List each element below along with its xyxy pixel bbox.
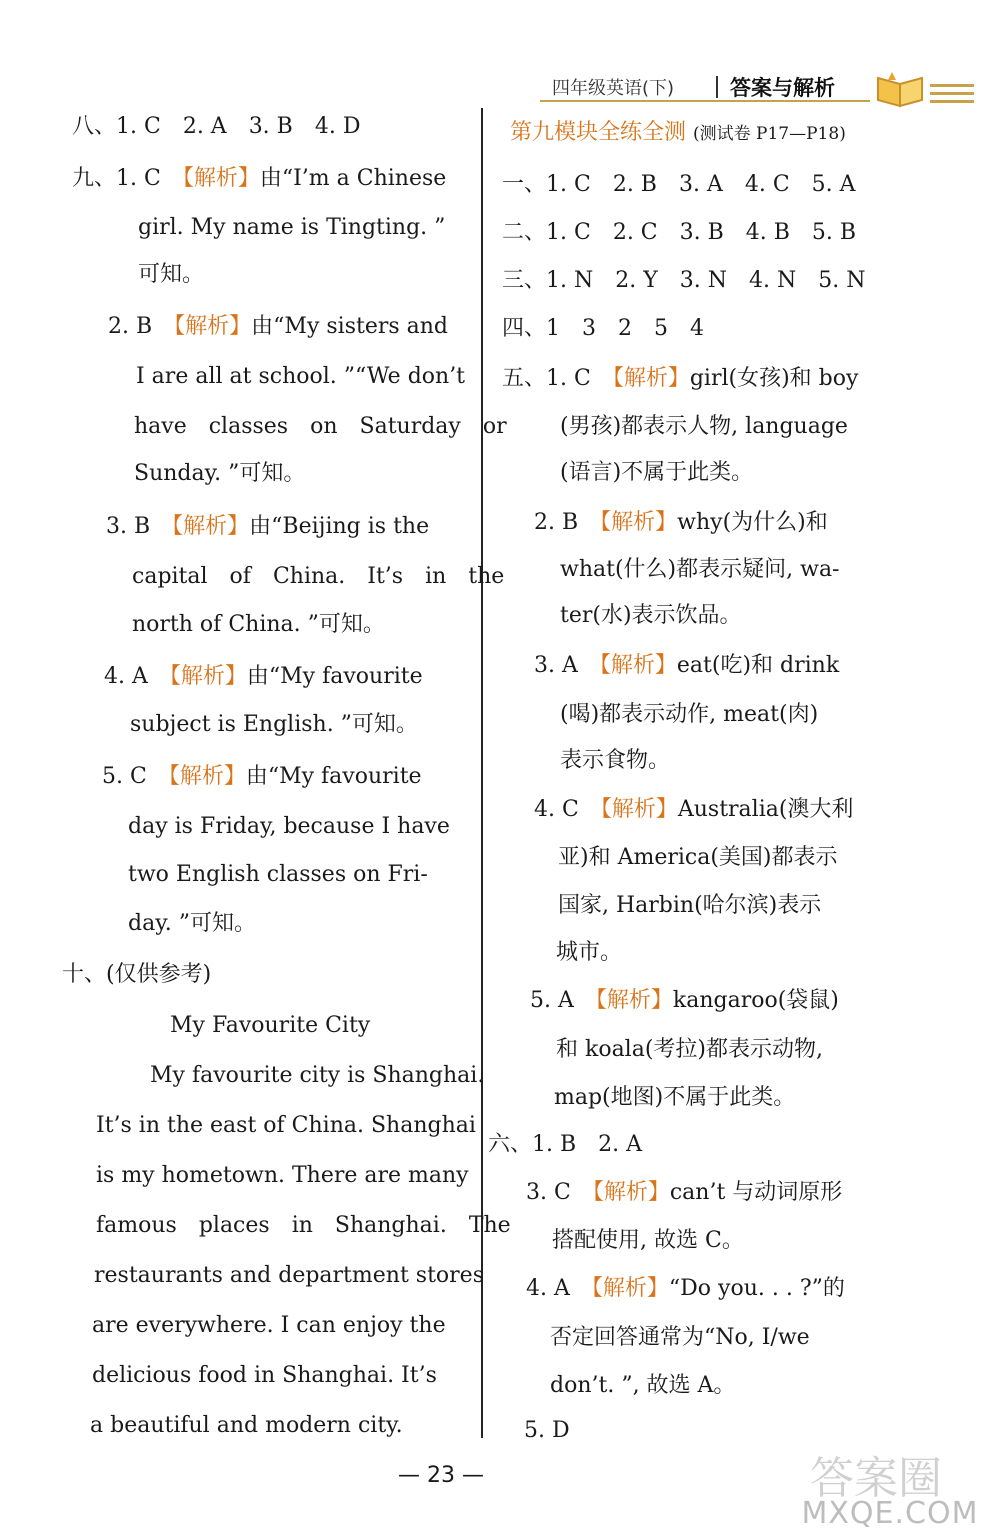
analysis-tag: 【解析】 xyxy=(168,764,246,789)
answer-line: 四、1 3 2 5 4 xyxy=(502,316,704,341)
answer-line: 4. C 【解析】Australia(澳大利 xyxy=(534,797,854,822)
answer-line: north of China. ”可知。 xyxy=(132,612,385,637)
answer-line: 否定回答通常为“No, I/we xyxy=(550,1325,810,1350)
watermark-logo: 答案圈 xyxy=(810,1453,942,1504)
analysis-tag: 【解析】 xyxy=(592,1180,670,1205)
answer-line: (语言)不属于此类。 xyxy=(560,460,754,485)
essay-title: My Favourite City xyxy=(170,1013,371,1038)
answer-line: subject is English. ”可知。 xyxy=(130,712,418,737)
answer-line: 八、1. C 2. A 3. B 4. D xyxy=(72,114,361,139)
essay-line: are everywhere. I can enjoy the xyxy=(92,1313,446,1338)
essay-line: It’s in the east of China. Shanghai xyxy=(96,1113,476,1138)
watermark xyxy=(790,1440,990,1536)
analysis-tag: 【解析】 xyxy=(174,314,252,339)
answer-line: 三、1. N 2. Y 3. N 4. N 5. N xyxy=(502,268,866,293)
answer-line: 搭配使用, 故选 C。 xyxy=(552,1228,744,1253)
answer-line: don’t. ”, 故选 A。 xyxy=(550,1373,736,1398)
answer-line: 二、1. C 2. C 3. B 4. B 5. B xyxy=(502,220,857,245)
answer-line: 六、1. B 2. A xyxy=(488,1132,643,1157)
analysis-tag: 【解析】 xyxy=(599,653,677,678)
answer-line: day is Friday, because I have xyxy=(128,814,450,839)
answer-line: 和 koala(考拉)都表示动物, xyxy=(556,1037,823,1062)
essay-line: famous places in Shanghai. The xyxy=(96,1213,511,1238)
essay-line: delicious food in Shanghai. It’s xyxy=(92,1363,437,1388)
page-number: — 23 — xyxy=(398,1463,484,1488)
analysis-tag: 【解析】 xyxy=(591,1276,669,1301)
header-separator xyxy=(716,76,718,98)
book-label: 四年级英语(下) xyxy=(552,78,675,99)
analysis-tag: 【解析】 xyxy=(595,988,673,1013)
page-header xyxy=(540,70,980,110)
essay-line: restaurants and department stores xyxy=(94,1263,484,1288)
answer-line: 5. D xyxy=(524,1418,570,1443)
analysis-tag: 【解析】 xyxy=(600,510,678,535)
watermark-url: MXQE.COM xyxy=(801,1496,979,1531)
answer-line: 3. A 【解析】eat(吃)和 drink xyxy=(534,653,840,678)
answer-line: 2. B 【解析】由“My sisters and xyxy=(108,314,449,339)
answer-line: (喝)都表示动作, meat(肉) xyxy=(560,702,819,727)
answer-line: 五、1. C 【解析】girl(女孩)和 boy xyxy=(502,366,859,391)
essay-line: a beautiful and modern city. xyxy=(90,1413,403,1438)
answer-line: 国家, Harbin(哈尔滨)表示 xyxy=(558,893,822,918)
answer-line: day. ”可知。 xyxy=(128,911,256,936)
header-title: 答案与解析 xyxy=(730,76,835,100)
analysis-tag: 【解析】 xyxy=(612,366,690,391)
essay-line: My favourite city is Shanghai. xyxy=(150,1063,485,1088)
book-icon xyxy=(870,70,980,110)
section-note: (测试卷 P17—P18) xyxy=(693,124,846,144)
answer-line: 2. B 【解析】why(为什么)和 xyxy=(534,510,828,535)
answer-line: Sunday. ”可知。 xyxy=(134,461,306,486)
answer-line: two English classes on Fri- xyxy=(128,862,428,887)
answer-line: capital of China. It’s in the xyxy=(132,564,505,589)
answer-line: what(什么)都表示疑问, wa- xyxy=(560,557,840,582)
answer-line: 城市。 xyxy=(556,940,623,965)
answer-line: 表示食物。 xyxy=(560,748,671,773)
section-heading: 十、(仅供参考) xyxy=(62,962,212,987)
analysis-tag: 【解析】 xyxy=(172,514,250,539)
answer-line: (男孩)都表示人物, language xyxy=(560,414,848,439)
answer-line: 亚)和 America(美国)都表示 xyxy=(558,845,838,870)
answer-line: have classes on Saturday or xyxy=(134,414,507,439)
answer-line: map(地图)不属于此类。 xyxy=(554,1085,796,1110)
answer-line: ter(水)表示饮品。 xyxy=(560,603,742,628)
header-rule xyxy=(540,100,870,102)
answer-line: 九、1. C 【解析】由“I’m a Chinese xyxy=(72,166,447,191)
answer-line: 3. B 【解析】由“Beijing is the xyxy=(106,514,430,539)
answer-line: 5. A 【解析】kangaroo(袋鼠) xyxy=(530,988,839,1013)
answer-line: 4. A 【解析】由“My favourite xyxy=(104,664,423,689)
answer-line: girl. My name is Tingting. ” xyxy=(138,215,446,240)
answer-line: 可知。 xyxy=(138,262,205,287)
analysis-tag: 【解析】 xyxy=(600,797,678,822)
answer-line: 5. C 【解析】由“My favourite xyxy=(102,764,422,789)
essay-line: is my hometown. There are many xyxy=(96,1163,469,1188)
section-title: 第九模块全练全测 (测试卷 P17—P18) xyxy=(510,120,846,145)
answer-line: 3. C 【解析】can’t 与动词原形 xyxy=(526,1180,843,1205)
answer-line: 4. A 【解析】“Do you. . . ?”的 xyxy=(526,1276,845,1301)
analysis-tag: 【解析】 xyxy=(169,664,247,689)
answer-line: 一、1. C 2. B 3. A 4. C 5. A xyxy=(502,172,856,197)
answer-line: I are all at school. ”“We don’t xyxy=(136,364,466,389)
analysis-tag: 【解析】 xyxy=(182,166,260,191)
